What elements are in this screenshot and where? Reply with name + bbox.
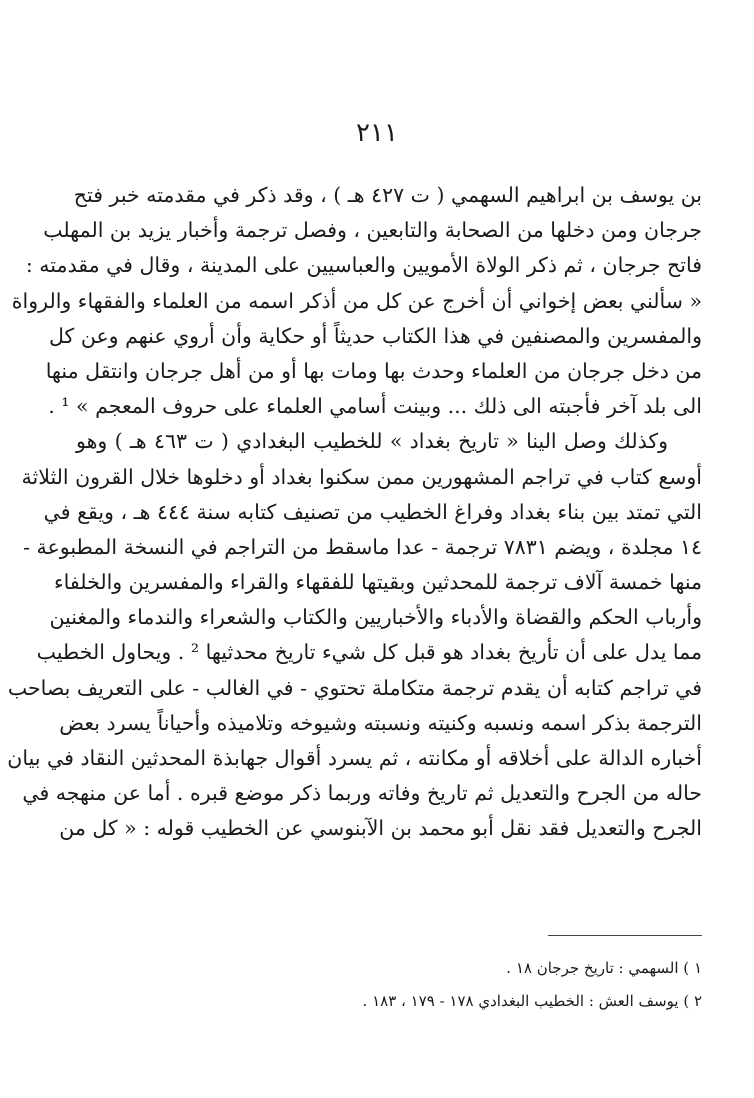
text-line: الترجمة بذكر اسمه ونسبه وكنيته ونسبته وشيوخه وتلاميذه وأحياناً يسرد بعض [59,710,702,735]
footnote: ٢ ) يوسف العش : الخطيب البغدادي ١٧٨ - ١٧٩ ، ١٨٣ . [362,992,702,1010]
text-line: الى بلد آخر فأجبته الى ذلك ... وبينت أسامي العلماء على حروف المعجم » ¹ . [48,394,702,419]
footnote: ١ ) السهمي : تاريخ جرجان ١٨ . [506,959,702,977]
text-line: في تراجم كتابه أن يقدم ترجمة متكاملة تحتوي - في الغالب - على التعريف بصاحب [7,675,702,700]
text-line: جرجان ومن دخلها من الصحابة والتابعين ، وفصل ترجمة وأخبار يزيد بن المهلب [43,218,702,243]
text-line: ١٤ مجلدة ، ويضم ٧٨٣١ ترجمة - عدا ماسقط من التراجم في النسخة المطبوعة - [23,534,702,559]
footnotes [200,952,702,1018]
page-number: ٢١١ [356,118,398,148]
text-line: أخباره الدالة على أخلاقه أو مكانته ، ثم يسرد أقوال جهابذة المحدثين النقاد في بيان [7,746,702,770]
text-line: وأرباب الحكم والقضاة والأدباء والأخباريين والكتاب والشعراء والندماء والمغنين [49,605,702,630]
footnote-divider [548,935,702,936]
text-line: الجرح والتعديل فقد نقل أبو محمد بن الآبنوسي عن الخطيب قوله : « كل من [59,816,702,841]
text-line: من دخل جرجان من العلماء وحدث بها ومات بها أو من أهل جرجان وانتقل منها [45,358,702,383]
text-line: والمفسرين والمصنفين في هذا الكتاب حديثاً أو حكاية وأن أروي عنهم وعن كل [49,323,702,348]
text-line: فاتح جرجان ، ثم ذكر الولاة الأمويين والعباسيين على المدينة ، وقال في مقدمته : [25,253,702,278]
text-line: منها خمسة آلاف ترجمة للمحدثين وبقيتها للفقهاء والقراء والمفسرين والخلفاء [54,570,702,595]
text-line: وكذلك وصل الينا « تاريخ بغداد » للخطيب البغدادي ( ت ٤٦٣ هـ ) وهو [76,429,668,454]
text-line: « سألني بعض إخواني أن أخرج عن كل من أذكر اسمه من العلماء والفقهاء والرواة [11,288,702,313]
text-line: أوسع كتاب في تراجم المشهورين ممن سكنوا بغداد أو دخلوها خلال القرون الثلاثة [21,464,702,489]
text-line: حاله من الجرح والتعديل ثم تاريخ وفاته وربما ذكر موضع قبره . أما عن منهجه في [22,781,702,806]
text-line: بن يوسف بن ابراهيم السهمي ( ت ٤٢٧ هـ ) ، وقد ذكر في مقدمته خبر فتح [73,183,702,207]
body-text [7,178,702,847]
text-line: التي تمتد بين بناء بغداد وفراغ الخطيب من تصنيف كتابه سنة ٤٤٤ هـ ، ويقع في [43,499,702,524]
text-line: مما يدل على أن تأريخ بغداد هو قبل كل شيء تاريخ محدثيها ² . ويحاول الخطيب [36,640,702,665]
